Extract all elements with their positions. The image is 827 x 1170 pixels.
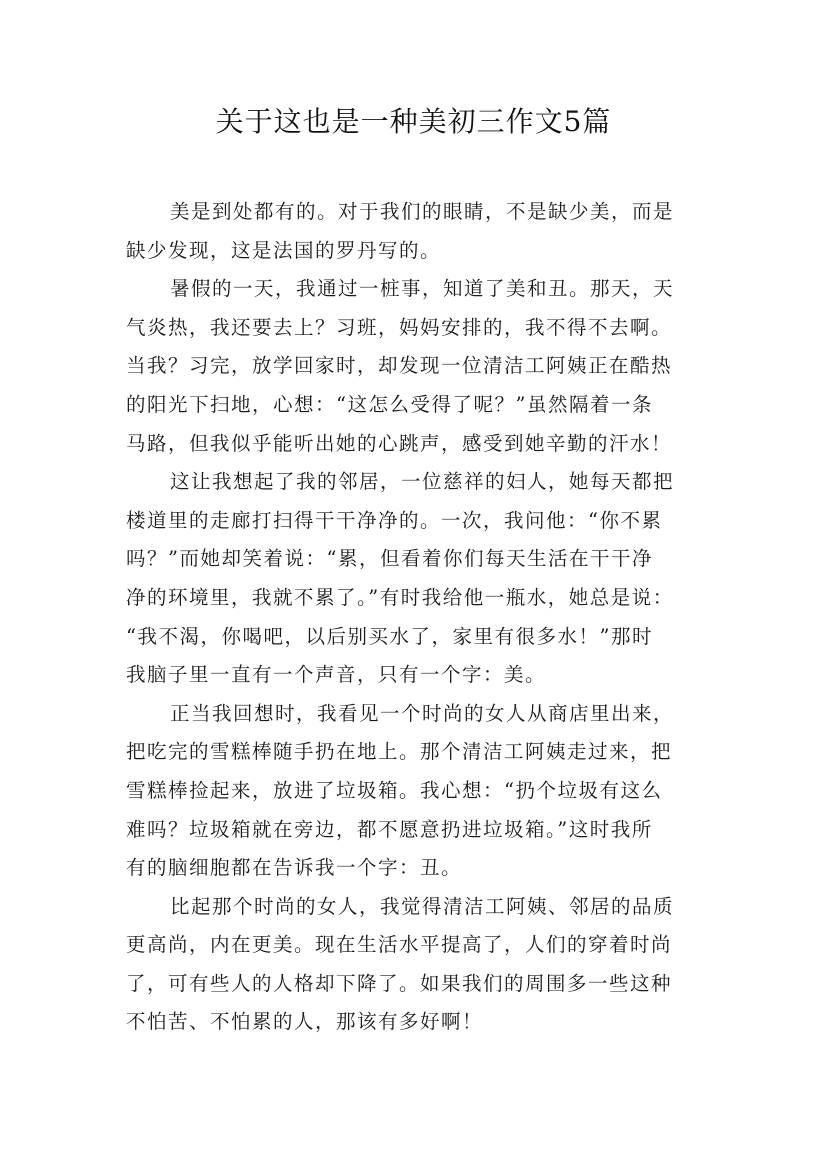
- text-line: “我不渴，你喝吧，以后别买水了，家里有很多水！”那时: [126, 624, 653, 648]
- text-line: 了，可有些人的人格却下降了。如果我们的周围多一些这种: [126, 971, 673, 995]
- paragraph: [126, 193, 714, 270]
- text-line: 这让我想起了我的邻居，一位慈祥的妇人，她每天都把: [170, 470, 675, 494]
- text-line: 吗？”而她却笑着说：“累，但看着你们每天生活在干干净: [126, 547, 653, 571]
- text-line: 当我？习完，放学回家时，却发现一位清洁工阿姨正在酷热: [126, 354, 673, 378]
- text-line: 净的环境里，我就不累了。”有时我给他一瓶水，她总是说：: [126, 585, 674, 609]
- essay-body: [126, 193, 714, 1042]
- text-line: 的阳光下扫地，心想：“这怎么受得了呢？”虽然隔着一条: [126, 392, 653, 416]
- text-line: 比起那个时尚的女人，我觉得清洁工阿姨、邻居的品质: [170, 894, 675, 918]
- text-line: 把吃完的雪糕棒随手扔在地上。那个清洁工阿姨走过来，把: [126, 740, 673, 764]
- text-line: 缺少发现，这是法国的罗丹写的。: [126, 238, 442, 262]
- text-line: 我脑子里一直有一个声音，只有一个字：美。: [126, 663, 547, 687]
- text-line: 马路，但我似乎能听出她的心跳声，感受到她辛勤的汗水！: [126, 431, 673, 455]
- paragraph: [126, 695, 714, 888]
- document-title: 关于这也是一种美初三作文5篇: [215, 105, 612, 138]
- text-line: 有的脑细胞都在告诉我一个字：丑。: [126, 856, 463, 880]
- paragraph: [126, 463, 714, 695]
- text-line: 暑假的一天，我通过一桩事，知道了美和丑。那天，天: [170, 277, 675, 301]
- text-line: 更高尚，内在更美。现在生活水平提高了，人们的穿着时尚: [126, 933, 673, 957]
- text-line: 美是到处都有的。对于我们的眼睛，不是缺少美，而是: [170, 200, 675, 223]
- text-line: 不怕苦、不怕累的人，那该有多好啊！: [126, 1010, 484, 1034]
- text-line: 正当我回想时，我看见一个时尚的女人从商店里出来，: [170, 701, 675, 725]
- text-line: 雪糕棒捡起来，放进了垃圾箱。我心想：“扔个垃圾有这么: [126, 778, 663, 802]
- paragraph: [126, 888, 714, 1042]
- text-line: 气炎热，我还要去上？习班，妈妈安排的，我不得不去啊。: [126, 315, 673, 339]
- text-line: 难吗？垃圾箱就在旁边，都不愿意扔进垃圾箱。”这时我所: [126, 817, 653, 841]
- text-line: 楼道里的走廊打扫得干干净净的。一次，我问他：“你不累: [126, 508, 663, 532]
- paragraph: [126, 270, 714, 463]
